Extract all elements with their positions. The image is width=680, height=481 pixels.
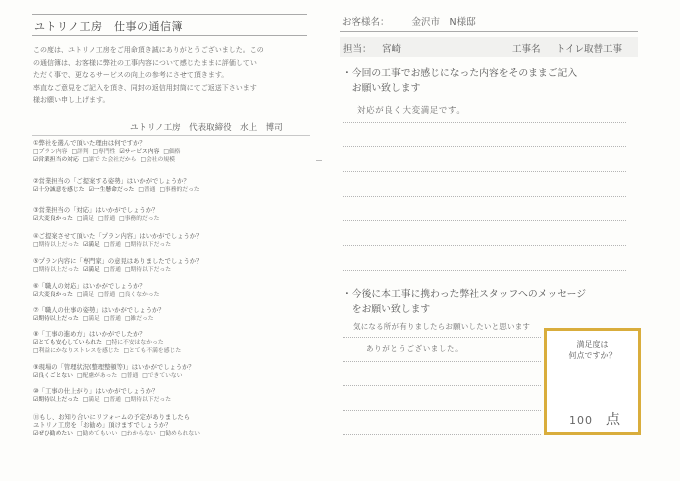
intro-line: 様お願い申し上げます。 (33, 96, 110, 104)
ruled-line (343, 146, 626, 147)
comment2-prompt (342, 287, 586, 317)
option-2: □普通 (138, 187, 156, 193)
intro-line: ただく事で、更なるサービスの向上の参考にさせて頂きます。 (33, 71, 229, 79)
customer-name-row (342, 14, 476, 28)
option-1: ☑満足 (83, 242, 100, 248)
score-question-line: 何点ですか？ (568, 351, 617, 360)
question-options (33, 241, 311, 249)
question-text: ⑦「職人の仕事の姿勢」はいかがでしょうか？ (33, 307, 165, 314)
option-0: ☑期待以上だった (33, 316, 79, 322)
option-1: ☑一生懸命だった (88, 187, 135, 193)
ruled-line (343, 361, 541, 362)
question-text-2: ユトリノ工房を「お勧め」頂けますでしょうか？ (33, 422, 172, 429)
question-text: ⑤プラン内容に「専門家」の意見はありましたでしょうか？ (33, 258, 203, 265)
ruled-line (343, 410, 541, 411)
ruled-line (343, 196, 626, 197)
option-3: □期待以下だった (124, 242, 171, 248)
option-3: □事務的だった (159, 187, 200, 193)
ruled-line (343, 385, 541, 386)
option-2: □普通 (98, 216, 116, 222)
option-1: □特に不安はなかった (105, 340, 164, 346)
question-7 (33, 307, 311, 323)
question-text: ⑩「工事の仕上がり」はいかがでしょうか？ (33, 388, 159, 395)
option-3: ☑サービス内容 (119, 149, 160, 155)
prompt-line: をお願い致します (342, 304, 431, 315)
option-0: ☑大変良かった (33, 292, 73, 298)
question-options (33, 186, 311, 194)
option-0: ☑十分誠意を感じた (33, 187, 85, 193)
score-unit: 点 (606, 412, 620, 428)
option-1: □評判 (71, 149, 89, 155)
question-text: ⑧「工事の進め方」はいかがでしたか？ (33, 331, 146, 338)
ruled-line (343, 245, 626, 246)
question-options (33, 396, 311, 404)
question-1 (33, 140, 311, 164)
option-3: □期待以下だった (124, 267, 171, 273)
question-options (33, 291, 311, 299)
sheet-title: ユトリノ工房 仕事の通信簿 (34, 20, 184, 33)
option-2: □普通 (103, 316, 121, 322)
option-2: □普通 (103, 267, 121, 273)
comment2-handwriting-line2: ありがとうございました。 (366, 344, 464, 353)
option-3: □できていない (142, 373, 183, 379)
center-mark (316, 160, 322, 161)
option-2: □普通 (103, 397, 121, 403)
customer-underline (340, 31, 638, 32)
work-label: 工事名 (512, 44, 541, 55)
prompt-line: ・今後に本工事に携わった弊社スタッフへのメッセージ (342, 289, 587, 300)
option-1: □満足 (82, 397, 100, 403)
question-text: ⑥「職人の対応」はいかがでしょうか？ (33, 283, 146, 290)
option-2: □普通 (121, 373, 139, 379)
question-text: ④ご提案させて頂いた「プラン内容」はいかがでしょうか？ (33, 233, 203, 240)
option-3: □良くなかった (119, 292, 160, 298)
option-6: □諸で た会社だから (82, 157, 137, 163)
score-question (547, 339, 638, 361)
option-1: □満足 (82, 316, 100, 322)
signature: ユトリノ工房 代表取締役 水上 博司 (130, 123, 283, 133)
option-7: □会社の規模 (140, 157, 175, 163)
option-2: □専門性 (92, 149, 116, 155)
comment2-handwriting-line1: 気になる所が有りましたらお願いしたいと思います (353, 322, 531, 331)
option-1: □勧めてもいい (76, 431, 118, 437)
option-1: □満足 (76, 292, 95, 298)
question-options (33, 372, 311, 380)
option-3: □勧められない (159, 431, 200, 437)
ruled-line (343, 220, 626, 221)
question-text: ⑪もし、お知り合いにリフォームの予定がありましたら (33, 414, 191, 421)
option-1: ☑満足 (83, 267, 100, 273)
score-value: 100 (569, 414, 593, 427)
option-2: □利益にかなりストレスを感じた (33, 348, 120, 354)
option-3: □とても不満を感じた (123, 348, 182, 354)
question-text: ⑨現場の「管理状況(整理整頓等)」はいかがでしょうか？ (33, 364, 195, 371)
question-options (33, 430, 311, 438)
option-0: □期待以上だった (33, 242, 80, 248)
option-2: □わからない (121, 431, 156, 437)
prompt-line: お願い致します (342, 83, 421, 94)
question-text: ①弊社を選んで頂いた理由は何ですか？ (33, 140, 146, 147)
ruled-line (343, 434, 541, 435)
score-question-line: 満足度は (576, 340, 609, 349)
question-options (33, 148, 311, 164)
customer-value: 金沢市 N様邸 (411, 17, 476, 28)
comment1-handwriting: 対応が良く大変満足です。 (357, 106, 466, 116)
question-6 (33, 283, 311, 299)
section-divider (32, 135, 310, 136)
option-3: □雑だった (124, 316, 154, 322)
option-3: □期待以下だった (124, 397, 171, 403)
work-value: トイレ取替工事 (556, 44, 623, 55)
question-11 (33, 414, 311, 438)
meta-band (340, 37, 638, 57)
intro-line: この度は、ユトリノ工房をご用命頂き誠にありがとうございました。この (33, 46, 264, 54)
prompt-line: ・今回の工事でお感じになった内容をそのままご記入 (342, 68, 578, 79)
intro-line: 率直なご意見をご記入を頂き、同封の返信用封筒にてご返送下さいます (33, 83, 257, 92)
option-0: ☑ぜひ勧めたい (33, 431, 73, 437)
question-options (33, 315, 311, 323)
staff-label: 担当： (343, 44, 372, 55)
question-options (33, 215, 311, 223)
intro-text (33, 44, 311, 107)
option-1: □満足 (76, 216, 95, 222)
question-8 (33, 331, 311, 355)
option-0: ☑期待以上だった (33, 397, 79, 403)
ruled-line (343, 270, 626, 271)
option-3: □事務的だった (119, 216, 160, 222)
staff-value: 宮崎 (382, 44, 402, 55)
question-3 (33, 207, 311, 223)
customer-label: お客様名： (342, 17, 390, 28)
question-9 (33, 364, 311, 380)
question-10 (33, 388, 311, 404)
option-0: □プラン内容 (33, 149, 68, 155)
ruled-line (343, 171, 626, 172)
question-options (33, 339, 311, 355)
sheet-title-bar (32, 14, 307, 36)
option-0: ☑とても安心していられた (33, 340, 102, 346)
option-4: □価格 (163, 149, 181, 155)
question-text: ③営業担当の「対応」はいかがでしょうか？ (33, 207, 159, 214)
ruled-line (343, 122, 626, 123)
option-2: □普通 (98, 292, 116, 298)
intro-line: の通信簿は、お客様に弊社の工事内容について感じたままに評価してい (33, 58, 257, 67)
question-5 (33, 258, 311, 274)
ruled-line (343, 337, 541, 338)
satisfaction-score-box (544, 328, 641, 435)
option-1: □配慮があった (76, 373, 118, 379)
question-2 (33, 178, 311, 194)
question-options (33, 266, 311, 274)
question-4 (33, 233, 311, 249)
option-5: ☑営業担当の対応 (33, 157, 79, 163)
option-2: □普通 (103, 242, 121, 248)
comment1-prompt (342, 66, 577, 96)
question-text: ②営業担当の「ご提案する姿勢」はいかがでしょうか？ (33, 178, 190, 185)
option-0: ☑大変良かった (33, 216, 73, 222)
option-0: ☑良くごとない (33, 373, 73, 379)
option-0: □期待以上だった (33, 267, 80, 273)
